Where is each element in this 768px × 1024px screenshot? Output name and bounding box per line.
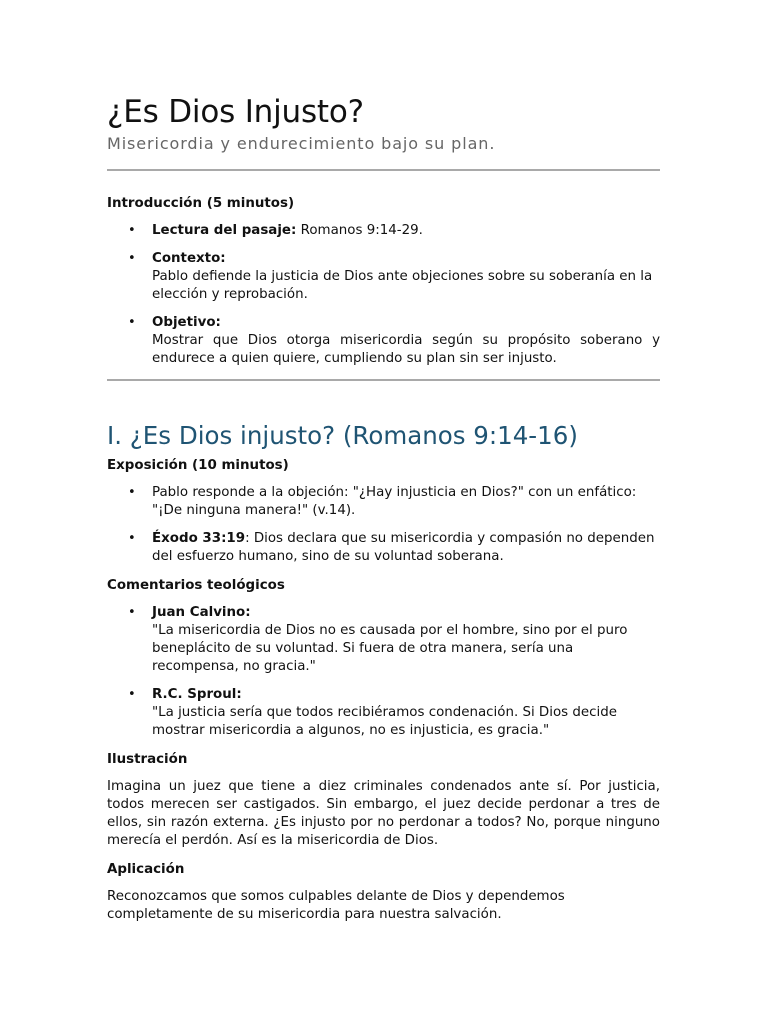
exposition-list [107, 484, 660, 566]
exposition-heading: Exposición (10 minutos) [107, 458, 289, 473]
divider [107, 169, 660, 171]
item-text: Pablo responde a la objeción: "¿Hay injusticia en Dios?" con un enfático: "¡De ninguna manera!" (v.14). [152, 485, 637, 518]
item-label: • Objetivo: [152, 315, 221, 330]
commentary-list [107, 604, 660, 740]
illustration-text: Imagina un juez que tiene a diez criminales condenados ante sí. Por justicia, todos merecen ser castigados. Sin embargo, el juez decide perdonar a tres de ellos, sin razón externa. ¿Es injusto por no perdonar a todos? No, porque ninguno merecía el perdón. Así es la misericordia de Dios. [107, 779, 660, 848]
list-item [107, 222, 660, 240]
item-label: • Contexto: [152, 251, 226, 266]
commentary-heading: Comentarios teológicos [107, 578, 285, 593]
list-item [107, 250, 660, 304]
item-label: • R.C. Sproul: [152, 687, 242, 702]
list-item [107, 604, 660, 676]
document-content [107, 92, 660, 924]
item-text: "La misericordia de Dios no es causada por el hombre, sino por el puro beneplácito de su voluntad. Si fuera de otra manera, sería una recompensa, no gracia." [152, 623, 628, 674]
list-item [107, 686, 660, 740]
item-text: "La justicia sería que todos recibiéramos condenación. Si Dios decide mostrar misericordia a algunos, no es injusticia, es gracia." [152, 705, 617, 738]
item-text: : Dios declara que su misericordia y compasión no dependen del esfuerzo humano, sino de su voluntad soberana. [152, 531, 655, 564]
section-title: I. ¿Es Dios injusto? (Romanos 9:14-16) [107, 421, 578, 450]
item-label: • Juan Calvino: [152, 605, 251, 620]
page-subtitle: Misericordia y endurecimiento bajo su plan. [107, 134, 496, 153]
item-label: Éxodo 33:19 [152, 531, 246, 546]
item-text: Mostrar que Dios otorga misericordia según su propósito soberano y endurece a quien quiere, cumpliendo su plan sin ser injusto. [152, 333, 660, 366]
item-label: Lectura del pasaje: [152, 223, 297, 238]
list-item [107, 314, 660, 368]
illustration-heading: Ilustración [107, 752, 188, 767]
page-title: ¿Es Dios Injusto? [107, 94, 364, 130]
item-text: Romanos 9:14-29. [296, 223, 423, 238]
application-heading: Aplicación [107, 862, 185, 877]
list-item [107, 484, 660, 520]
intro-heading: Introducción (5 minutos) [107, 196, 295, 211]
list-item [107, 530, 660, 566]
application-text: Reconozcamos que somos culpables delante de Dios y dependemos completamente de su misericordia para nuestra salvación. [107, 889, 565, 922]
intro-list [107, 222, 660, 368]
item-text: Pablo defiende la justicia de Dios ante objeciones sobre su soberanía en la elección y reprobación. [152, 269, 653, 302]
divider [107, 379, 660, 381]
